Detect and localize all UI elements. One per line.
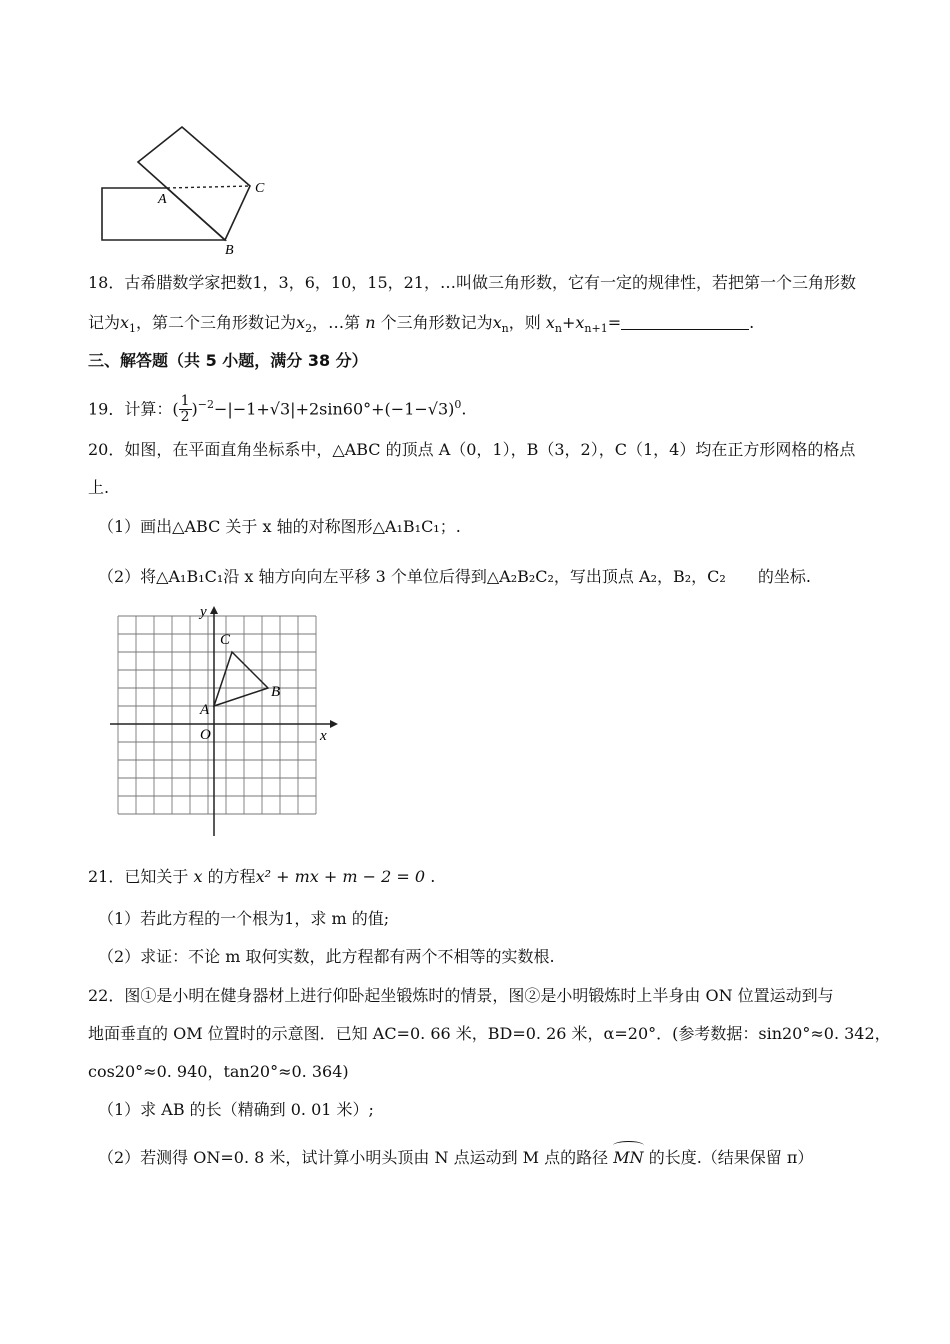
q18-expr-plus: + (561, 313, 576, 332)
q22-line1: 22．图①是小明在健身器材上进行仰卧起坐锻炼时的情景，图②是小明锻炼时上半身由 ON 位置运动到与 (88, 986, 834, 1005)
q18-eq: = (607, 313, 622, 332)
q20-line1: 20．如图，在平面直角坐标系中，△ABC 的顶点 A（0，1），B（3，2），C（1，4）均在正方形网格的格点 (88, 440, 856, 459)
q22-sub1: （1）求 AB 的长（精确到 0. 01 米）; (98, 1100, 374, 1119)
section-heading: 三、解答题（共 5 小题，满分 38 分） (88, 351, 368, 370)
q18-text: ，则 (508, 313, 541, 332)
q20-line2: 上. (88, 478, 110, 497)
label-a: A (158, 192, 167, 207)
q19-end: . (461, 399, 467, 419)
x-axis-arrow (330, 720, 338, 728)
q22-sub2-a: （2）若测得 ON=0. 8 米，试计算小明头顶由 N 点运动到 M 点的路径 (98, 1148, 609, 1167)
q18-expr-a: x (545, 313, 555, 332)
q21-x: x (193, 867, 203, 886)
q22-line3: cos20°≈0. 940，tan20°≈0. 364) (88, 1062, 349, 1081)
q18-expr-b: x (575, 313, 585, 332)
q18-x1-sub: 1 (129, 322, 137, 336)
q22-sub2-b: 的长度.（结果保留 π） (648, 1148, 814, 1167)
q18-line2 (88, 312, 754, 340)
dashed-line-ac (167, 186, 250, 188)
label-o: O (200, 727, 211, 743)
q18-x2: x (296, 313, 306, 332)
q21-end: . (430, 867, 436, 886)
q18-x2-sub: 2 (305, 322, 313, 336)
q18-n: n (365, 313, 376, 332)
grid-lines (118, 616, 316, 814)
q21-equation: x² + mx + m − 2 = 0 (255, 867, 426, 886)
q21-line1 (88, 866, 435, 888)
q21-sub2: （2）求证：不论 m 取何实数，此方程都有两个不相等的实数根. (98, 947, 555, 966)
triangle-abc (214, 652, 268, 706)
label-x: x (320, 728, 327, 744)
q18-expr-a-sub: n (554, 322, 562, 336)
q21-prefix: 21．已知关于 (88, 867, 189, 886)
q18-xn: x (492, 313, 502, 332)
q19-prefix: 19．计算： (88, 399, 173, 419)
y-axis-arrow (210, 606, 218, 614)
q18-text: ，…第 (312, 313, 361, 332)
arc-mn: MN (613, 1148, 644, 1167)
q18-line1: 18．古希腊数学家把数1，3，6，10，15，21，…叫做三角形数，它有一定的规律性，若把第一个三角形数 (88, 273, 856, 292)
q19-frac-num: 1 (180, 393, 190, 410)
q20-sub1: （1）画出△ABC 关于 x 轴的对称图形△A₁B₁C₁；. (98, 517, 461, 536)
coordinate-grid-figure (108, 604, 338, 840)
label-c: C (220, 632, 231, 648)
figure-q17 (90, 118, 290, 258)
q22-line2: 地面垂直的 OM 位置时的示意图．已知 AC=0. 66 米，BD=0. 26 米，α=20°．(参考数据：sin20°≈0. 342， (88, 1024, 891, 1043)
label-y: y (200, 604, 207, 620)
q18-expr-b-sub: n+1 (584, 322, 608, 336)
q18-x1: x (120, 313, 130, 332)
label-c: C (255, 181, 265, 196)
q18-text: 个三角形数记为 (380, 313, 493, 332)
q19-exp1: −2 (197, 398, 215, 411)
q18-end: . (749, 313, 755, 332)
label-b: B (271, 684, 281, 700)
q19-rest: −|−1+√3|+2sin60°+(−1−√3) (214, 399, 455, 419)
q19-frac-den: 2 (180, 409, 190, 426)
label-b: B (225, 243, 234, 258)
label-a: A (200, 702, 210, 718)
q19-exp2: 0 (454, 398, 462, 411)
tilted-square (138, 127, 250, 240)
q19-fraction (179, 394, 192, 425)
q18-text: ，第二个三角形数记为 (136, 313, 297, 332)
q21-sub1: （1）若此方程的一个根为1，求 m 的值; (98, 909, 390, 928)
q20-sub2: （2）将△A₁B₁C₁沿 x 轴方向向左平移 3 个单位后得到△A₂B₂C₂，写出顶点 A₂，B₂，C₂ 的坐标. (98, 567, 811, 586)
q18-text: 记为 (88, 313, 121, 332)
q18-xn-sub: n (501, 322, 509, 336)
q22-sub2 (98, 1147, 813, 1169)
q19-line: 19．计算：( $\frac{1}{2}$ )$^{-2}-|-1+√3|+2\sin 60^\circ+(-1-√3)^0$. (88, 393, 467, 426)
answer-blank[interactable] (621, 313, 749, 330)
q21-mid: 的方程 (207, 867, 256, 886)
